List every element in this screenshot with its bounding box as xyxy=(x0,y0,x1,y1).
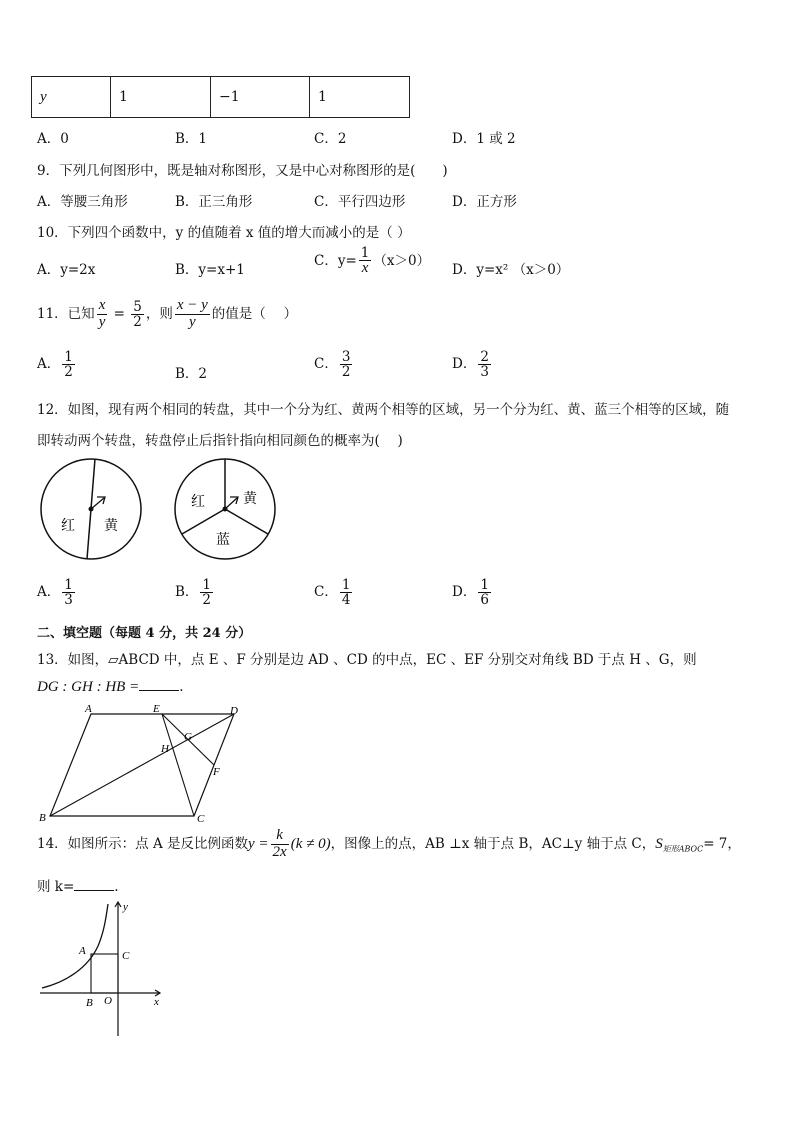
q12-option-d: D． $\frac{1}{6}$ xyxy=(452,577,489,609)
spinner2-label-blue: 蓝 xyxy=(216,533,230,548)
label-f: F xyxy=(213,766,220,778)
q13-line2: DG : GH : HB = . xyxy=(37,679,184,695)
inverse-function-figure xyxy=(36,896,168,1040)
q10-option-a: A．y=2x xyxy=(37,262,96,278)
label-a: A xyxy=(85,703,92,715)
q8-option-c: C．2 xyxy=(314,131,347,147)
q10-option-c: C．y= $\frac{1}{x}$ （x＞0） xyxy=(314,245,431,277)
table-cell: 1 xyxy=(111,77,211,118)
q8-option-a: A．0 xyxy=(37,131,69,147)
label-b: B xyxy=(86,997,93,1009)
q11-stem: 11．已知 $\frac{x}{y}$ = $\frac{5}{2}$ ，则 $\frac{x - y}{y}$ 的值是（ ） xyxy=(37,297,298,330)
parallelogram-figure xyxy=(36,702,250,824)
q9-option-d: D．正方形 xyxy=(452,194,517,210)
label-g: G xyxy=(184,731,192,743)
q12-option-a: A． $\frac{1}{3}$ xyxy=(37,577,73,609)
label-o: O xyxy=(104,995,112,1007)
q12-stem-line2: 即转动两个转盘，转盘停止后指针指向相同颜色的概率为( ) xyxy=(37,433,403,449)
spinner1-label-red: 红 xyxy=(61,519,75,534)
section-heading: 二、填空题（每题 4 分，共 24 分） xyxy=(37,626,252,641)
spinner2-label-red: 红 xyxy=(191,495,205,510)
q10-option-b: B．y=x+1 xyxy=(175,262,245,278)
spinner2-label-yellow: 黄 xyxy=(243,492,257,507)
label-h: H xyxy=(161,743,169,755)
q8-option-d: D．1 或 2 xyxy=(452,131,516,147)
q9-option-a: A．等腰三角形 xyxy=(37,194,128,210)
q14-stem: 14．如图所示：点 A 是反比例函数y = $\frac{k}{2x}$ (k ≠ 0)，图像上的点，AB ⊥x 轴于点 B，AC⊥y 轴于点 C，$S_{矩形ABOC}= 7$， xyxy=(37,827,741,860)
label-x: x xyxy=(154,996,159,1008)
q11-option-d: D． $\frac{2}{3}$ xyxy=(452,349,489,381)
label-y: y xyxy=(123,901,128,913)
q9-option-c: C．平行四边形 xyxy=(314,194,406,210)
q12-option-c: C． $\frac{1}{4}$ xyxy=(314,577,351,609)
q12-stem-line1: 12．如图，现有两个相同的转盘，其中一个分为红、黄两个相等的区域，另一个分为红、黄、蓝三个相等的区域，随 xyxy=(37,402,730,418)
label-e: E xyxy=(153,703,160,715)
spinners-figure xyxy=(38,456,288,568)
q9-stem: 9．下列几何图形中，既是轴对称图形，又是中心对称图形的是( ) xyxy=(37,163,448,179)
q11-option-b: B．2 xyxy=(175,366,208,382)
table-cell: 1 xyxy=(310,77,410,118)
q10-stem: 10．下列四个函数中，y 的值随着 x 值的增大而减小的是（ ） xyxy=(37,225,411,241)
q12-option-b: B． $\frac{1}{2}$ xyxy=(175,577,212,609)
label-d: D xyxy=(230,705,238,717)
label-c: C xyxy=(197,813,205,824)
value-table xyxy=(31,76,410,118)
q13-stem: 13．如图，▱ABCD 中，点 E 、F 分别是边 AD 、CD 的中点，EC 、EF 分别交对角线 BD 于点 H 、G，则 xyxy=(37,652,697,668)
q9-option-b: B．正三角形 xyxy=(175,194,253,210)
label-c: C xyxy=(122,950,130,962)
q11-option-a: A． $\frac{1}{2}$ xyxy=(37,349,73,381)
table-row-label: y xyxy=(32,77,111,118)
spinner1-label-yellow: 黄 xyxy=(104,519,118,534)
answer-blank[interactable] xyxy=(74,878,114,891)
spinner-three-regions xyxy=(175,459,275,559)
label-a: A xyxy=(79,945,86,957)
q8-option-b: B．1 xyxy=(175,131,208,147)
spinner-two-regions xyxy=(41,459,141,559)
q11-option-c: C． $\frac{3}{2}$ xyxy=(314,349,351,381)
answer-blank[interactable] xyxy=(139,678,179,691)
q14-line2: 则 k= . xyxy=(37,879,119,895)
q10-option-d: D．y=x² （x＞0） xyxy=(452,262,570,278)
label-b: B xyxy=(39,812,46,824)
table-cell: −1 xyxy=(211,77,310,118)
